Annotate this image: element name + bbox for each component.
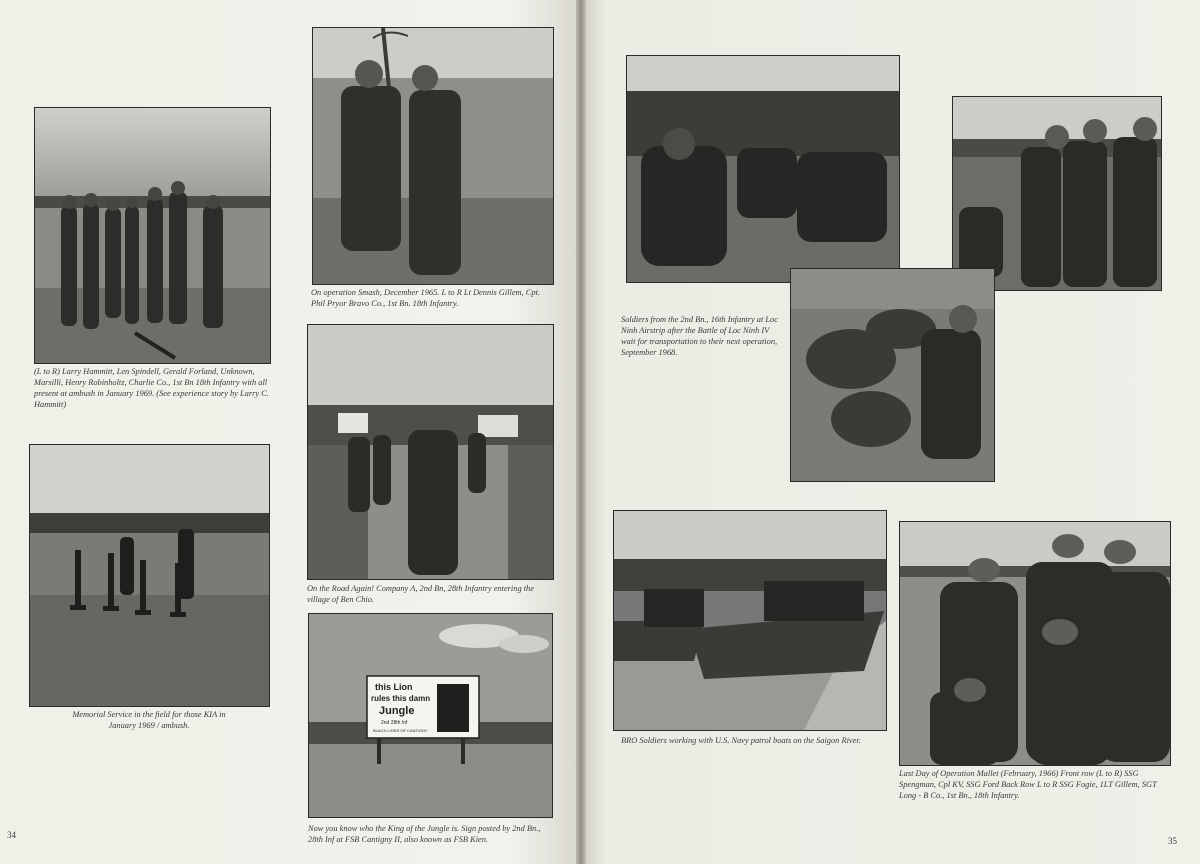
photo-operation-smash [312, 27, 554, 285]
caption-jungle-sign: Now you know who the King of the Jungle is. Sign posted by 2nd Bn., 28th Inf at FSB Cantigny II, also known as FSB Kien. [308, 824, 541, 844]
photo-on-the-road [307, 324, 554, 580]
photo-navy-patrol-boats [613, 510, 887, 731]
caption-memorial-service: Memorial Service in the field for those KIA in January 1969 / ambush. [72, 710, 226, 730]
photo-loc-ninh-soldiers [626, 55, 900, 283]
page-number-right: 35 [1168, 836, 1177, 846]
sign-text-line4: 2nd 28th Inf [381, 720, 408, 726]
book-spine [576, 0, 586, 864]
caption-operation-mallet: Last Day of Operation Mallet (February, 1966) Front row (L to R) SSG Spengman, Cpl KV, SSG Ford Back Row L to R SSG Fogie, 1LT Gillem, SGT Long - B Co., 1st Bn., 18th Infantry. [899, 769, 1157, 800]
photo-jungle-sign [308, 613, 553, 818]
photo-soldiers-group [34, 107, 271, 364]
page-number-left: 34 [7, 830, 16, 840]
sign-text-line2: rules this damn [371, 694, 431, 703]
photo-soldier-with-gear [790, 268, 995, 482]
caption-soldiers-group: (L to R) Larry Hammitt, Len Spindell, Gerald Forland, Unknown, Marsilli, Henry Robinholtz, Charlie Co., 1st Bn 18th Infantry with all present at ambush in January 1969. (See experience story by Larry C. Hammitt) [34, 367, 269, 409]
photo-operation-mallet [899, 521, 1171, 766]
caption-navy-boats: BRO Soldiers working with U.S. Navy patrol boats on the Saigon River. [621, 736, 861, 745]
sign-text-line5: BLACK LIONS OF CANTIGNY [373, 728, 428, 733]
caption-on-the-road: On the Road Again! Company A, 2nd Bn, 28th Infantry entering the village of Ben Chio. [307, 584, 534, 604]
photo-memorial-service [29, 444, 270, 707]
photo-three-soldiers [952, 96, 1162, 291]
caption-operation-smash: On operation Smash, December 1965. L to R Lt Dennis Gillem, Cpt. Phil Pryor Bravo Co., 1st Bn. 18th Infantry. [311, 288, 540, 308]
caption-loc-ninh: Soldiers from the 2nd Bn., 16th Infantry at Loc Ninh Airstrip after the Battle of Loc Ninh IV wait for transportation to their next operation, September 1968. [621, 315, 778, 357]
sign-text-line1: this Lion [375, 682, 413, 692]
sign-text-line3: Jungle [379, 705, 415, 717]
